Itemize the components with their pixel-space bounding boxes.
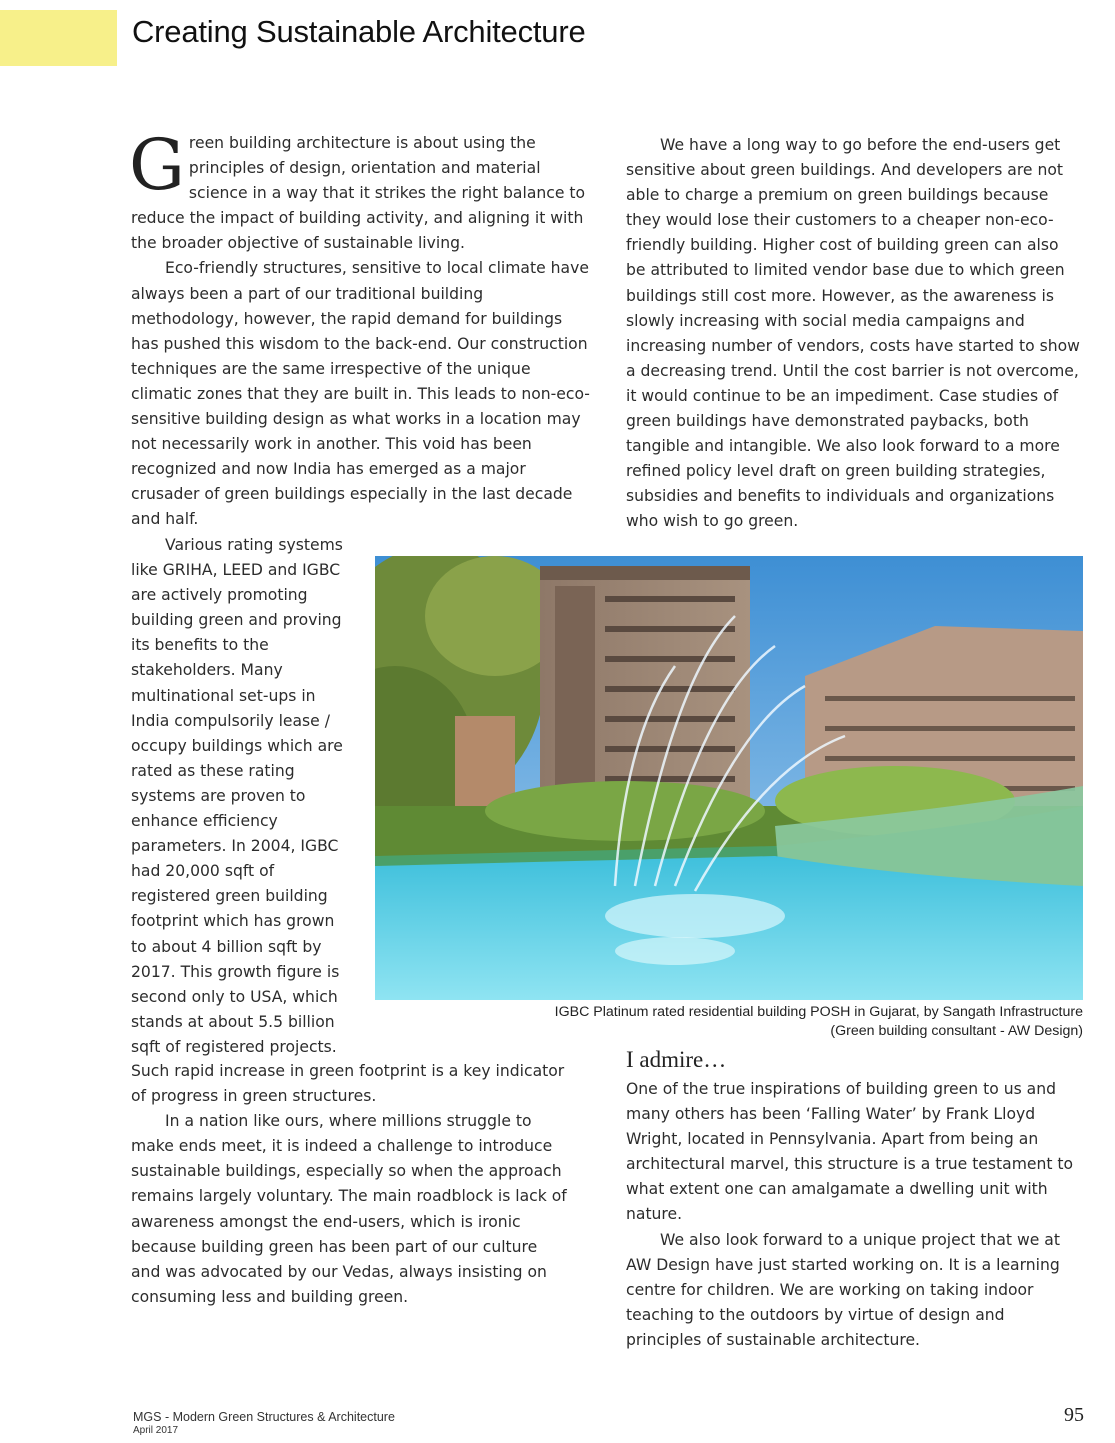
body-paragraph-rating-continued: Such rapid increase in green footprint is a key indicator of progress in green structures. xyxy=(131,1062,565,1106)
page-number: 95 xyxy=(1064,1404,1084,1426)
body-paragraph-nation: In a nation like ours, where millions struggle to make ends meet, it is indeed a challenge to introduce sustainable buildings, especially so when the approach remains largely voluntary. The main roadblock is lack of awareness amongst the end-users, which is ironic because building green has been part of our culture and was advocated by our Vedas, always insisting on consuming less and building green. xyxy=(131,1112,567,1306)
footer-issue-date: April 2017 xyxy=(133,1425,179,1436)
footer-magazine-name: MGS - Modern Green Structures & Architecture xyxy=(133,1410,395,1424)
section-subheading: I admire… xyxy=(626,1047,727,1072)
caption-line-2: (Green building consultant - AW Design) xyxy=(830,1023,1083,1039)
left-column-top xyxy=(129,124,593,533)
left-column-narrow xyxy=(131,533,346,1060)
photo-caption xyxy=(375,1003,1083,1041)
body-paragraph-eco-friendly: Eco-friendly structures, sensitive to local climate have always been a part of our traditional building methodology, however, the rapid demand for buildings has pushed this wisdom to the back-end. Our construction techniques are the same irrespective of the unique climatic zones that they are built in. This leads to non-eco-sensitive building design as what works in a location may not necessarily work in another. This void has been recognized and now India has emerged as a major crusader of green buildings especially in the last decade and half. xyxy=(131,259,590,529)
header-accent-bar xyxy=(0,10,117,66)
left-column-bottom xyxy=(131,1059,571,1310)
body-paragraph-long-way: We have a long way to go before the end-users get sensitive about green buildings. And developers are not able to charge a premium on green buildings because they would lose their customers to a cheaper non-eco-friendly building. Higher cost of building green can also be attributed to limited vendor base due to which green buildings still cost more. However, as the awareness is slowly increasing with social media campaigns and increasing number of vendors, costs have started to show a decreasing trend. Until the cost barrier is not overcome, it would continue to be an impediment. Case studies of green buildings have demonstrated paybacks, both tangible and intangible. We also look forward to a more refined policy level draft on green building strategies, subsidies and benefits to individuals and organizations who wish to go green. xyxy=(626,136,1080,531)
body-paragraph-learning-centre: We also look forward to a unique project that we at AW Design have just started working on. It is a learning centre for children. We are working on taking indoor teaching to the outdoors by virtue of design and principles of sustainable architecture. xyxy=(626,1230,1060,1349)
body-paragraph-rating-systems: Various rating systems like GRIHA, LEED and IGBC are actively promoting building green and proving its benefits to the stakeholders. Many multinational set-ups in India compulsorily lease / occupy buildings which are rated as these rating systems are proven to enhance efficiency parameters. In 2004, IGBC had 20,000 sqft of registered green building footprint which has grown to about 4 billion sqft by 2017. This growth figure is second only to USA, which stands at about 5.5 billion sqft of registered projects. xyxy=(131,536,343,1056)
caption-line-1: IGBC Platinum rated residential building POSH in Gujarat, by Sangath Infrastructure xyxy=(554,1004,1083,1020)
building-photo xyxy=(375,556,1083,1000)
right-column-top xyxy=(626,133,1082,535)
dropcap: G xyxy=(129,124,185,206)
intro-paragraph xyxy=(129,124,593,256)
body-paragraph-falling-water: One of the true inspirations of building green to us and many others has been ‘Falling Water’ by Frank Lloyd Wright, located in Pennsylvania. Apart from being an architectural marvel, this structure is a true testament to what extent one can amalgamate a dwelling unit with nature. xyxy=(626,1080,1074,1224)
page-title: Creating Sustainable Architecture xyxy=(132,14,586,49)
right-column-bottom xyxy=(626,1077,1082,1353)
intro-paragraph-text: reen building architecture is about using the principles of design, orientation and material science in a way that it strikes the right balance to reduce the impact of building activity, and aligning it with the broader objective of sustainable living. xyxy=(131,134,586,253)
